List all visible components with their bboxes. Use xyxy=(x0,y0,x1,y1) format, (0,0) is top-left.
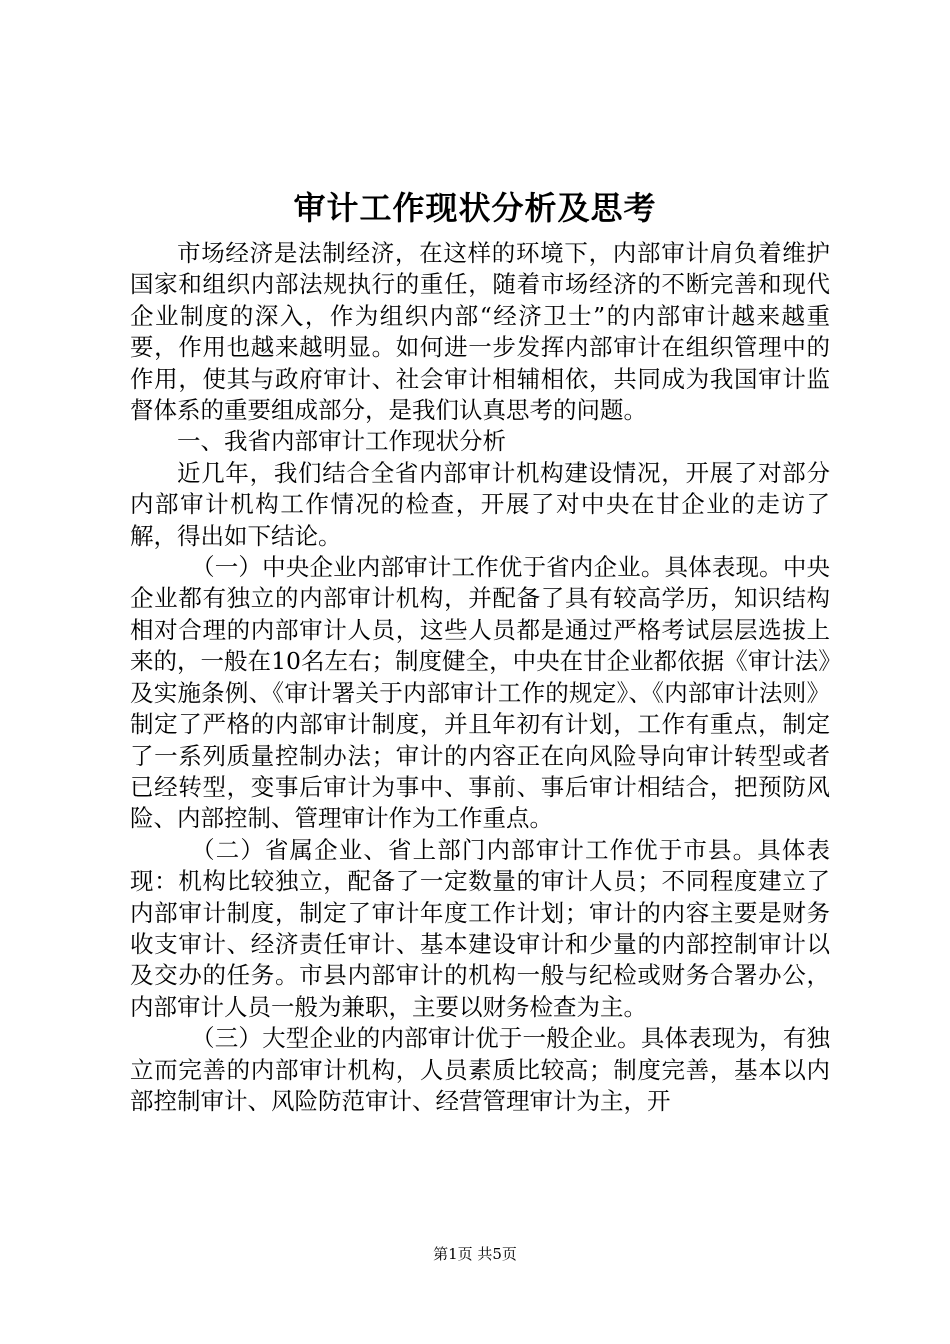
section-heading: 一、我省内部审计工作现状分析 xyxy=(177,427,506,456)
page-number: 第1页 共5页 xyxy=(433,1245,517,1263)
paragraph-point-2: （二）省属企业、省上部门内部审计工作优于市县。具体表现：机构比较独立，配备了一定数量的审计人员；不同程度建立了内部审计制度，制定了审计年度工作计划；审计的内容主要是财务收支审计、经济责任审计、基本建设审计和少量的内部控制审计以及交办的任务。市县内部审计的机构一般与纪检或财务合署办公，内部审计人员一般为兼职，主要以财务检查为主。 xyxy=(130,835,830,1021)
page-title: 审计工作现状分析及思考 xyxy=(293,189,657,227)
paragraph-point-3: （三）大型企业的内部审计优于一般企业。具体表现为，有独立而完善的内部审计机构，人员素质比较高；制度完善，基本以内部控制审计、风险防范审计、经营管理审计为主，开 xyxy=(130,1024,830,1115)
paragraph-intro: 市场经济是法制经济，在这样的环境下，内部审计肩负着维护国家和组织内部法规执行的重任，随着市场经济的不断完善和现代企业制度的深入，作为组织内部“经济卫士”的内部审计越来越重要，作用也越来越明显。如何进一步发挥内部审计在组织管理中的作用，使其与政府审计、社会审计相辅相依，共同成为我国审计监督体系的重要组成部分，是我们认真思考的问题。 xyxy=(130,239,830,425)
paragraph-point-1: （一）中央企业内部审计工作优于省内企业。具体表现。中央企业都有独立的内部审计机构，并配备了具有较高学历，知识结构相对合理的内部审计人员，这些人员都是通过严格考试层层选拔上来的，一般在10名左右；制度健全，中央在甘企业都依据《审计法》及实施条例、《审计署关于内部审计工作的规定》、《内部审计法则》制定了严格的内部审计制度，并且年初有计划，工作有重点，制定了一系列质量控制办法；审计的内容正在向风险导向审计转型或者已经转型，变事后审计为事中、事前、事后审计相结合，把预防风险、内部控制、管理审计作为工作重点。 xyxy=(130,553,830,833)
document-body xyxy=(130,238,830,1117)
paragraph-overview: 近几年，我们结合全省内部审计机构建设情况，开展了对部分内部审计机构工作情况的检查，开展了对中央在甘企业的走访了解，得出如下结论。 xyxy=(130,458,830,550)
